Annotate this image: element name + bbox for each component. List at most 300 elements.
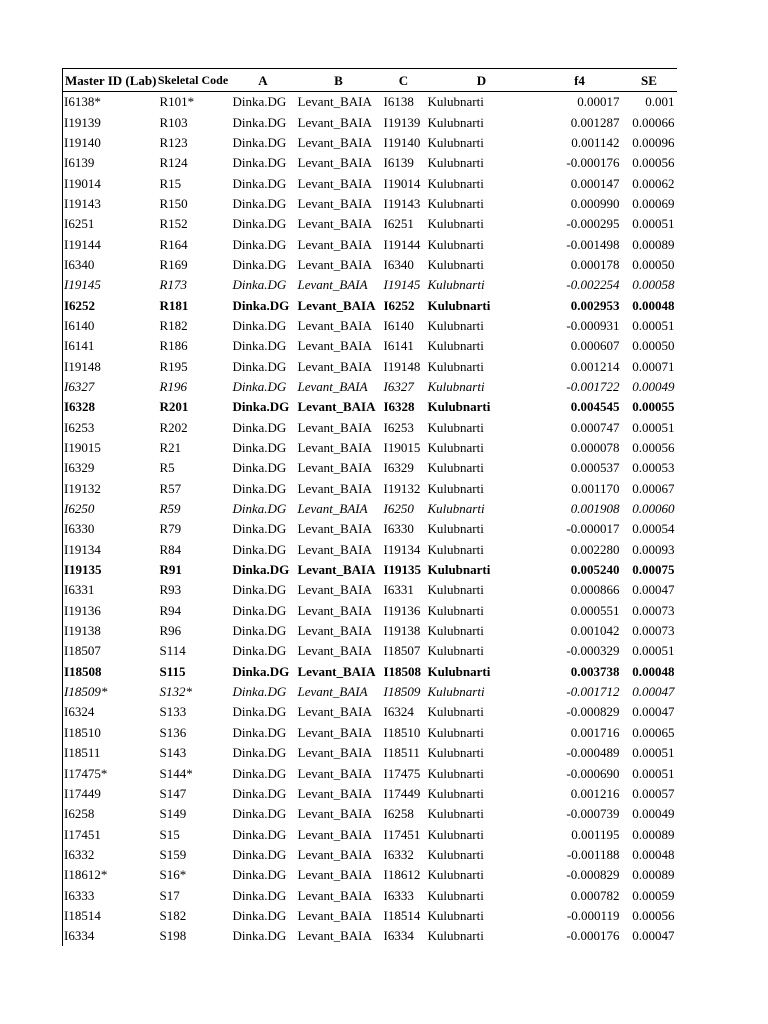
cell-a: Dinka.DG bbox=[232, 643, 287, 659]
cell-c: I18509 bbox=[383, 684, 421, 700]
cell-se: 0.00047 bbox=[632, 582, 675, 598]
table-row bbox=[63, 763, 677, 783]
cell-c: I18508 bbox=[383, 663, 422, 679]
cell-master-id: I6324 bbox=[63, 702, 156, 722]
cell-skeletal-code: R150 bbox=[159, 195, 188, 211]
table-row bbox=[63, 275, 677, 295]
cell-c: I6251 bbox=[383, 216, 414, 232]
cell-skeletal-code: R94 bbox=[159, 602, 182, 618]
header-b: B bbox=[296, 69, 382, 92]
cell-skeletal-code: S143 bbox=[159, 745, 187, 761]
cell-c: I6333 bbox=[383, 887, 414, 903]
cell-b: Levant_BAIA bbox=[297, 663, 376, 679]
table-row bbox=[63, 926, 677, 946]
cell-skeletal-code: R96 bbox=[159, 623, 182, 639]
table-row bbox=[63, 885, 677, 905]
cell-se: 0.001 bbox=[645, 94, 675, 110]
cell-se: 0.00049 bbox=[632, 378, 675, 394]
table-row bbox=[63, 397, 677, 417]
cell-se: 0.00060 bbox=[632, 501, 675, 517]
cell-d: Kulubnarti bbox=[427, 94, 484, 110]
cell-f4: 0.002953 bbox=[570, 297, 620, 313]
cell-c: I6324 bbox=[383, 704, 414, 720]
cell-se: 0.00069 bbox=[632, 195, 675, 211]
cell-master-id: I18509* bbox=[63, 682, 156, 702]
table-row bbox=[63, 560, 677, 580]
cell-c: I6329 bbox=[383, 460, 414, 476]
cell-d: Kulubnarti bbox=[427, 114, 484, 130]
cell-f4: -0.000017 bbox=[566, 521, 620, 537]
cell-master-id: I19139 bbox=[63, 112, 156, 132]
cell-c: I19140 bbox=[383, 134, 421, 150]
cell-skeletal-code: R59 bbox=[159, 501, 181, 517]
cell-a: Dinka.DG bbox=[232, 277, 287, 293]
cell-a: Dinka.DG bbox=[232, 765, 287, 781]
cell-skeletal-code: R91 bbox=[159, 562, 182, 578]
table-row bbox=[63, 682, 677, 702]
cell-c: I6258 bbox=[383, 806, 414, 822]
cell-master-id: I19132 bbox=[63, 479, 156, 499]
cell-c: I17475 bbox=[383, 765, 421, 781]
cell-f4: 0.001195 bbox=[571, 826, 620, 842]
cell-c: I18612 bbox=[383, 867, 421, 883]
cell-f4: 0.002280 bbox=[570, 541, 620, 557]
cell-a: Dinka.DG bbox=[232, 928, 287, 944]
cell-c: I19135 bbox=[383, 562, 422, 578]
cell-b: Levant_BAIA bbox=[297, 501, 368, 517]
cell-c: I6250 bbox=[383, 501, 414, 517]
cell-b: Levant_BAIA bbox=[297, 846, 372, 862]
cell-b: Levant_BAIA bbox=[297, 256, 372, 272]
cell-d: Kulubnarti bbox=[427, 358, 484, 374]
cell-master-id: I18508 bbox=[63, 662, 156, 682]
cell-b: Levant_BAIA bbox=[297, 582, 372, 598]
cell-f4: 0.000747 bbox=[570, 419, 620, 435]
cell-master-id: I18514 bbox=[63, 906, 156, 926]
cell-a: Dinka.DG bbox=[232, 724, 287, 740]
table-row bbox=[63, 621, 677, 641]
header-row bbox=[63, 69, 677, 92]
cell-a: Dinka.DG bbox=[232, 256, 287, 272]
cell-se: 0.00053 bbox=[632, 460, 675, 476]
cell-a: Dinka.DG bbox=[232, 216, 287, 232]
cell-skeletal-code: S133 bbox=[159, 704, 187, 720]
cell-master-id: I18507 bbox=[63, 641, 156, 661]
table-row bbox=[63, 540, 677, 560]
table-row bbox=[63, 153, 677, 173]
cell-f4: -0.000829 bbox=[566, 867, 620, 883]
cell-skeletal-code: R124 bbox=[159, 155, 188, 171]
cell-b: Levant_BAIA bbox=[297, 785, 372, 801]
cell-a: Dinka.DG bbox=[232, 907, 287, 923]
cell-master-id: I19138 bbox=[63, 621, 156, 641]
cell-skeletal-code: S182 bbox=[159, 907, 187, 923]
header-f4: f4 bbox=[538, 69, 622, 92]
cell-c: I19136 bbox=[383, 602, 421, 618]
cell-se: 0.00065 bbox=[632, 724, 675, 740]
cell-f4: -0.000829 bbox=[566, 704, 620, 720]
cell-c: I6330 bbox=[383, 521, 414, 537]
cell-f4: 0.000078 bbox=[570, 440, 620, 456]
cell-b: Levant_BAIA bbox=[297, 643, 372, 659]
cell-d: Kulubnarti bbox=[427, 155, 484, 171]
cell-a: Dinka.DG bbox=[232, 704, 287, 720]
header-se: SE bbox=[622, 69, 677, 92]
cell-f4: 0.000178 bbox=[570, 256, 620, 272]
cell-a: Dinka.DG bbox=[232, 175, 287, 191]
table-row bbox=[63, 214, 677, 234]
cell-master-id: I19143 bbox=[63, 194, 156, 214]
cell-master-id: I6138* bbox=[63, 92, 156, 113]
cell-master-id: I6250 bbox=[63, 499, 156, 519]
cell-se: 0.00051 bbox=[632, 643, 675, 659]
table-row bbox=[63, 377, 677, 397]
cell-a: Dinka.DG bbox=[232, 338, 287, 354]
cell-a: Dinka.DG bbox=[232, 785, 287, 801]
table-row bbox=[63, 845, 677, 865]
cell-se: 0.00057 bbox=[632, 785, 675, 801]
cell-c: I19015 bbox=[383, 440, 421, 456]
cell-master-id: I6253 bbox=[63, 418, 156, 438]
cell-skeletal-code: R5 bbox=[159, 460, 175, 476]
table-row bbox=[63, 865, 677, 885]
cell-b: Levant_BAIA bbox=[297, 724, 372, 740]
cell-skeletal-code: R202 bbox=[159, 419, 188, 435]
cell-skeletal-code: R186 bbox=[159, 338, 188, 354]
table-row bbox=[63, 418, 677, 438]
cell-d: Kulubnarti bbox=[427, 765, 484, 781]
cell-d: Kulubnarti bbox=[427, 623, 484, 639]
cell-b: Levant_BAIA bbox=[297, 602, 372, 618]
table-row bbox=[63, 112, 677, 132]
cell-se: 0.00073 bbox=[632, 623, 675, 639]
cell-b: Levant_BAIA bbox=[297, 175, 372, 191]
cell-f4: 0.001716 bbox=[570, 724, 620, 740]
cell-a: Dinka.DG bbox=[232, 887, 287, 903]
cell-skeletal-code: S17 bbox=[159, 887, 180, 903]
cell-b: Levant_BAIA bbox=[297, 521, 372, 537]
cell-f4: 0.00017 bbox=[577, 94, 620, 110]
cell-c: I17449 bbox=[383, 785, 421, 801]
cell-d: Kulubnarti bbox=[427, 378, 485, 394]
cell-a: Dinka.DG bbox=[232, 460, 287, 476]
cell-se: 0.00051 bbox=[632, 216, 675, 232]
cell-b: Levant_BAIA bbox=[297, 704, 372, 720]
cell-skeletal-code: S136 bbox=[159, 724, 187, 740]
header-master-id: Master ID (Lab) bbox=[63, 69, 156, 92]
cell-se: 0.00051 bbox=[632, 419, 675, 435]
cell-b: Levant_BAIA bbox=[297, 195, 372, 211]
cell-a: Dinka.DG bbox=[232, 684, 287, 700]
cell-skeletal-code: S15 bbox=[159, 826, 180, 842]
cell-skeletal-code: S115 bbox=[159, 663, 186, 679]
cell-d: Kulubnarti bbox=[427, 236, 484, 252]
cell-se: 0.00047 bbox=[632, 684, 675, 700]
cell-b: Levant_BAIA bbox=[297, 623, 372, 639]
cell-se: 0.00089 bbox=[632, 826, 675, 842]
cell-skeletal-code: S147 bbox=[159, 785, 187, 801]
cell-se: 0.00050 bbox=[632, 256, 675, 272]
cell-c: I19132 bbox=[383, 480, 421, 496]
cell-a: Dinka.DG bbox=[232, 521, 287, 537]
cell-f4: 0.001142 bbox=[571, 134, 620, 150]
cell-d: Kulubnarti bbox=[427, 134, 484, 150]
cell-a: Dinka.DG bbox=[232, 358, 287, 374]
cell-f4: -0.001712 bbox=[566, 684, 620, 700]
cell-a: Dinka.DG bbox=[232, 867, 287, 883]
cell-f4: -0.000690 bbox=[566, 765, 620, 781]
cell-d: Kulubnarti bbox=[427, 643, 484, 659]
cell-c: I18510 bbox=[383, 724, 421, 740]
cell-b: Levant_BAIA bbox=[297, 928, 372, 944]
cell-f4: 0.000551 bbox=[570, 602, 620, 618]
cell-se: 0.00096 bbox=[632, 134, 675, 150]
cell-master-id: I18612* bbox=[63, 865, 156, 885]
cell-c: I6327 bbox=[383, 378, 414, 394]
cell-c: I18514 bbox=[383, 907, 421, 923]
cell-f4: 0.000537 bbox=[570, 460, 620, 476]
cell-a: Dinka.DG bbox=[232, 562, 290, 578]
cell-se: 0.00056 bbox=[632, 440, 675, 456]
cell-master-id: I17449 bbox=[63, 784, 156, 804]
cell-f4: -0.002254 bbox=[566, 277, 620, 293]
cell-a: Dinka.DG bbox=[232, 134, 287, 150]
cell-a: Dinka.DG bbox=[232, 541, 287, 557]
cell-b: Levant_BAIA bbox=[297, 419, 372, 435]
cell-d: Kulubnarti bbox=[427, 663, 491, 679]
cell-d: Kulubnarti bbox=[427, 684, 485, 700]
cell-se: 0.00059 bbox=[632, 887, 675, 903]
cell-b: Levant_BAIA bbox=[297, 155, 372, 171]
cell-f4: 0.001908 bbox=[570, 501, 620, 517]
cell-a: Dinka.DG bbox=[232, 419, 287, 435]
cell-c: I6141 bbox=[383, 338, 414, 354]
cell-d: Kulubnarti bbox=[427, 582, 484, 598]
cell-a: Dinka.DG bbox=[232, 195, 287, 211]
header-skeletal-code: Skeletal Code bbox=[156, 69, 231, 92]
cell-f4: -0.000489 bbox=[566, 745, 620, 761]
cell-f4: 0.001287 bbox=[570, 114, 620, 130]
cell-se: 0.00093 bbox=[632, 541, 675, 557]
cell-a: Dinka.DG bbox=[232, 317, 287, 333]
cell-master-id: I18510 bbox=[63, 723, 156, 743]
cell-d: Kulubnarti bbox=[427, 460, 484, 476]
cell-master-id: I6327 bbox=[63, 377, 156, 397]
table-row bbox=[63, 601, 677, 621]
cell-se: 0.00066 bbox=[632, 114, 675, 130]
cell-skeletal-code: R152 bbox=[159, 216, 188, 232]
cell-f4: 0.000990 bbox=[570, 195, 620, 211]
cell-c: I6140 bbox=[383, 317, 414, 333]
cell-c: I19145 bbox=[383, 277, 421, 293]
cell-se: 0.00058 bbox=[632, 277, 675, 293]
cell-b: Levant_BAIA bbox=[297, 297, 376, 313]
table-row bbox=[63, 641, 677, 661]
cell-se: 0.00056 bbox=[632, 907, 675, 923]
cell-d: Kulubnarti bbox=[427, 806, 484, 822]
cell-se: 0.00067 bbox=[632, 480, 675, 496]
cell-b: Levant_BAIA bbox=[297, 277, 368, 293]
cell-a: Dinka.DG bbox=[232, 846, 287, 862]
table-row bbox=[63, 662, 677, 682]
cell-se: 0.00048 bbox=[632, 663, 675, 679]
cell-d: Kulubnarti bbox=[427, 440, 484, 456]
cell-skeletal-code: R173 bbox=[159, 277, 187, 293]
cell-f4: 0.005240 bbox=[570, 562, 620, 578]
cell-skeletal-code: R84 bbox=[159, 541, 182, 557]
cell-d: Kulubnarti bbox=[427, 419, 484, 435]
cell-se: 0.00051 bbox=[632, 745, 675, 761]
cell-b: Levant_BAIA bbox=[297, 826, 372, 842]
cell-skeletal-code: R169 bbox=[159, 256, 188, 272]
cell-skeletal-code: R21 bbox=[159, 440, 182, 456]
cell-master-id: I6334 bbox=[63, 926, 156, 946]
cell-d: Kulubnarti bbox=[427, 704, 484, 720]
cell-master-id: I6251 bbox=[63, 214, 156, 234]
table-row bbox=[63, 194, 677, 214]
cell-f4: 0.000607 bbox=[570, 338, 620, 354]
cell-master-id: I19134 bbox=[63, 540, 156, 560]
table-row bbox=[63, 356, 677, 376]
cell-master-id: I19135 bbox=[63, 560, 156, 580]
cell-d: Kulubnarti bbox=[427, 297, 491, 313]
cell-se: 0.00048 bbox=[632, 297, 675, 313]
cell-a: Dinka.DG bbox=[232, 440, 287, 456]
cell-f4: -0.000176 bbox=[566, 928, 620, 944]
cell-f4: -0.001188 bbox=[566, 846, 620, 862]
cell-c: I6331 bbox=[383, 582, 414, 598]
cell-a: Dinka.DG bbox=[232, 94, 287, 110]
cell-master-id: I6140 bbox=[63, 316, 156, 336]
cell-f4: 0.001214 bbox=[570, 358, 620, 374]
cell-c: I6252 bbox=[383, 297, 415, 313]
cell-a: Dinka.DG bbox=[232, 582, 287, 598]
cell-f4: 0.001216 bbox=[570, 785, 620, 801]
cell-skeletal-code: R101* bbox=[159, 94, 195, 110]
cell-f4: -0.000119 bbox=[566, 907, 620, 923]
cell-b: Levant_BAIA bbox=[297, 867, 372, 883]
cell-skeletal-code: R164 bbox=[159, 236, 188, 252]
cell-f4: -0.000295 bbox=[566, 216, 620, 232]
cell-c: I19143 bbox=[383, 195, 421, 211]
cell-d: Kulubnarti bbox=[427, 501, 485, 517]
cell-b: Levant_BAIA bbox=[297, 317, 372, 333]
cell-se: 0.00047 bbox=[632, 928, 675, 944]
table-row bbox=[63, 234, 677, 254]
cell-d: Kulubnarti bbox=[427, 216, 484, 232]
cell-d: Kulubnarti bbox=[427, 867, 484, 883]
table-body bbox=[63, 92, 677, 947]
cell-skeletal-code: R181 bbox=[159, 297, 189, 313]
cell-a: Dinka.DG bbox=[232, 399, 290, 415]
cell-b: Levant_BAIA bbox=[297, 460, 372, 476]
cell-b: Levant_BAIA bbox=[297, 114, 372, 130]
cell-se: 0.00055 bbox=[632, 399, 675, 415]
cell-skeletal-code: R57 bbox=[159, 480, 182, 496]
cell-c: I6332 bbox=[383, 846, 414, 862]
cell-d: Kulubnarti bbox=[427, 602, 484, 618]
cell-a: Dinka.DG bbox=[232, 826, 287, 842]
cell-master-id: I6328 bbox=[63, 397, 156, 417]
cell-d: Kulubnarti bbox=[427, 175, 484, 191]
cell-skeletal-code: R15 bbox=[159, 175, 182, 191]
cell-se: 0.00071 bbox=[632, 358, 675, 374]
cell-se: 0.00048 bbox=[632, 846, 675, 862]
cell-f4: 0.000147 bbox=[570, 175, 620, 191]
cell-skeletal-code: S114 bbox=[159, 643, 186, 659]
cell-master-id: I17451 bbox=[63, 824, 156, 844]
cell-d: Kulubnarti bbox=[427, 928, 484, 944]
cell-b: Levant_BAIA bbox=[297, 907, 372, 923]
table-row bbox=[63, 519, 677, 539]
cell-se: 0.00089 bbox=[632, 236, 675, 252]
cell-d: Kulubnarti bbox=[427, 480, 484, 496]
cell-a: Dinka.DG bbox=[232, 623, 287, 639]
table-row bbox=[63, 723, 677, 743]
cell-f4: -0.000739 bbox=[566, 806, 620, 822]
cell-skeletal-code: R201 bbox=[159, 399, 189, 415]
cell-c: I6340 bbox=[383, 256, 414, 272]
cell-c: I6253 bbox=[383, 419, 414, 435]
cell-f4: 0.001042 bbox=[570, 623, 620, 639]
cell-d: Kulubnarti bbox=[427, 338, 484, 354]
cell-f4: 0.000782 bbox=[570, 887, 620, 903]
cell-b: Levant_BAIA bbox=[297, 745, 372, 761]
cell-d: Kulubnarti bbox=[427, 317, 484, 333]
cell-b: Levant_BAIA bbox=[297, 134, 372, 150]
cell-se: 0.00051 bbox=[632, 765, 675, 781]
cell-master-id: I6141 bbox=[63, 336, 156, 356]
cell-master-id: I6252 bbox=[63, 295, 156, 315]
cell-master-id: I19140 bbox=[63, 133, 156, 153]
table-header bbox=[63, 69, 677, 92]
cell-skeletal-code: R103 bbox=[159, 114, 188, 130]
cell-f4: 0.004545 bbox=[570, 399, 620, 415]
cell-c: I6334 bbox=[383, 928, 414, 944]
cell-c: I19134 bbox=[383, 541, 421, 557]
cell-a: Dinka.DG bbox=[232, 378, 287, 394]
table-row bbox=[63, 743, 677, 763]
table-row bbox=[63, 906, 677, 926]
cell-b: Levant_BAIA bbox=[297, 684, 368, 700]
cell-b: Levant_BAIA bbox=[297, 806, 372, 822]
cell-a: Dinka.DG bbox=[232, 745, 287, 761]
cell-skeletal-code: S198 bbox=[159, 928, 187, 944]
cell-f4: -0.000329 bbox=[566, 643, 620, 659]
cell-d: Kulubnarti bbox=[427, 745, 484, 761]
cell-d: Kulubnarti bbox=[427, 256, 484, 272]
cell-master-id: I18511 bbox=[63, 743, 156, 763]
cell-a: Dinka.DG bbox=[232, 236, 287, 252]
cell-a: Dinka.DG bbox=[232, 663, 290, 679]
cell-se: 0.00075 bbox=[632, 562, 675, 578]
cell-f4: 0.000866 bbox=[570, 582, 620, 598]
cell-b: Levant_BAIA bbox=[297, 399, 376, 415]
cell-master-id: I6329 bbox=[63, 458, 156, 478]
table-row bbox=[63, 580, 677, 600]
table-row bbox=[63, 804, 677, 824]
cell-d: Kulubnarti bbox=[427, 562, 491, 578]
cell-b: Levant_BAIA bbox=[297, 338, 372, 354]
cell-b: Levant_BAIA bbox=[297, 236, 372, 252]
cell-a: Dinka.DG bbox=[232, 114, 287, 130]
cell-se: 0.00062 bbox=[632, 175, 675, 191]
cell-d: Kulubnarti bbox=[427, 907, 484, 923]
cell-master-id: I6340 bbox=[63, 255, 156, 275]
cell-f4: -0.000176 bbox=[566, 155, 620, 171]
cell-b: Levant_BAIA bbox=[297, 541, 372, 557]
cell-a: Dinka.DG bbox=[232, 602, 287, 618]
